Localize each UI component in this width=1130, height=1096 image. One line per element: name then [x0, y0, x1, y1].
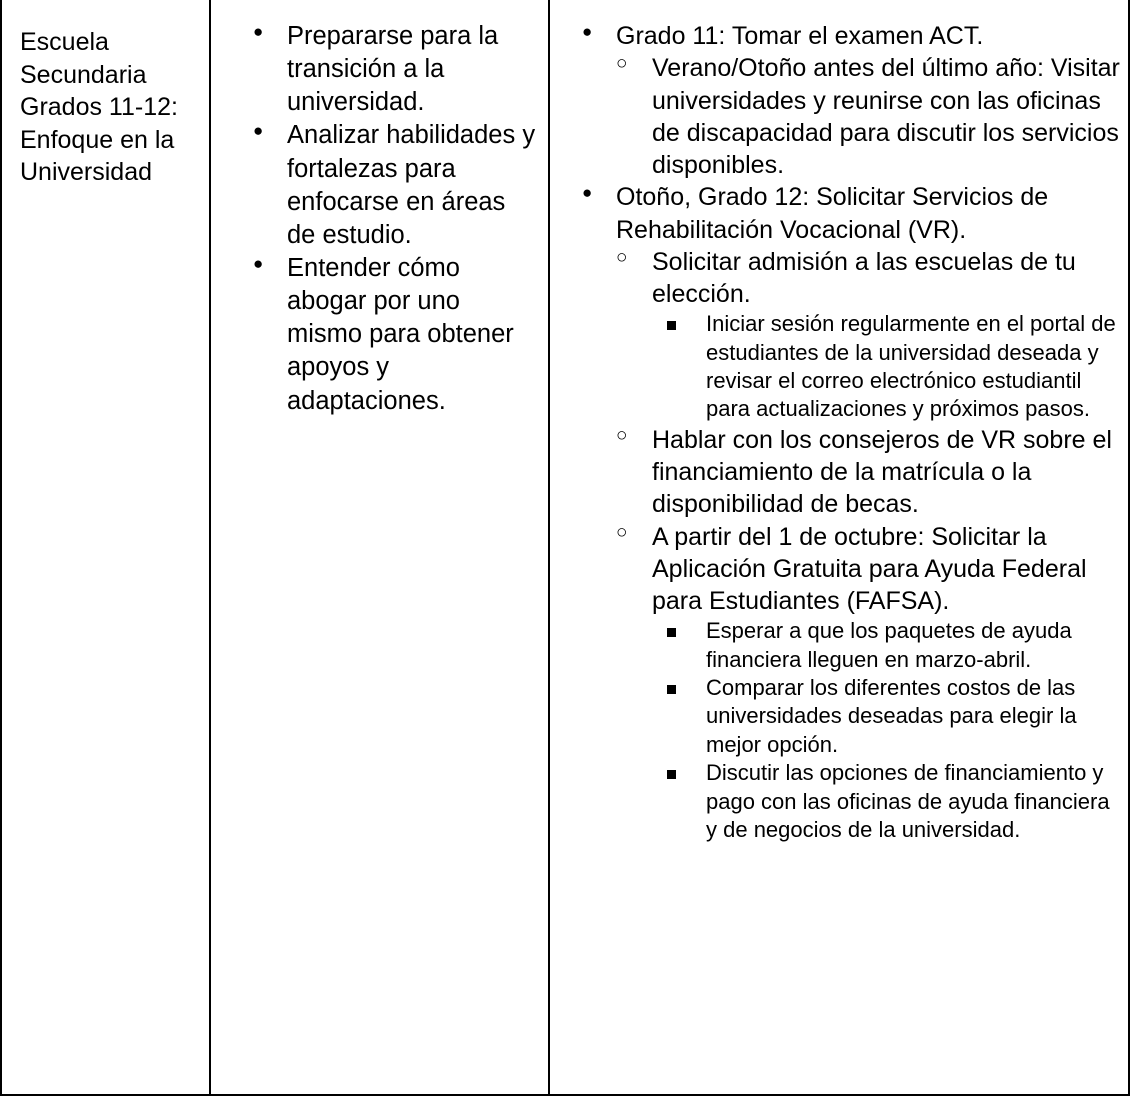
detail-list: [664, 617, 1120, 844]
detail-item: Discutir las opciones de financiamiento y pago con las oficinas de ayuda financiera y de negocios de la universidad.: [664, 759, 1120, 844]
goal-item: ● Prepararse para la transición a la universidad.: [253, 20, 540, 119]
goal-item: ● Entender cómo abogar por uno mismo para obtener apoyos y adaptaciones.: [253, 252, 540, 418]
step-item: [582, 20, 1120, 181]
stage-label: [2, 0, 209, 189]
substep-text: A partir del 1 de octubre: Solicitar la Aplicación Gratuita para Ayuda Federal para Estudiantes (FAFSA).: [652, 522, 1087, 615]
step-text: Otoño, Grado 12: Solicitar Servicios de Rehabilitación Vocacional (VR).: [616, 183, 1049, 244]
step-text: Grado 11: Tomar el examen ACT.: [616, 22, 984, 50]
detail-item: Iniciar sesión regularmente en el portal de estudiantes de la universidad deseada y revisar el correo electrónico estudiantil para actualizaciones y próximos pasos.: [664, 310, 1120, 424]
table-row: [1, 0, 1129, 1095]
stage-label-line: Universidad: [20, 158, 153, 186]
step-item: [582, 181, 1120, 844]
substep-list: [613, 52, 1120, 181]
stage-label-line: Enfoque en la: [20, 125, 175, 154]
stage-cell: [1, 0, 210, 1095]
goal-item: ● Analizar habilidades y fortalezas para enfocarse en áreas de estudio.: [253, 119, 540, 252]
goals-list: [211, 0, 548, 418]
steps-list: [550, 0, 1128, 844]
stage-label-line: Secundaria: [20, 60, 147, 89]
stage-label-line: Escuela: [20, 28, 109, 56]
substep-text: Hablar con los consejeros de VR sobre el financiamiento de la matrícula o la disponibilidad de becas.: [652, 425, 1112, 519]
substep-item: [613, 246, 1120, 424]
substep-item: [613, 521, 1120, 845]
steps-cell: [549, 0, 1129, 1095]
goals-cell: [210, 0, 549, 1095]
substep-item: [613, 52, 1120, 181]
stage-label-line: Grados 11-12:: [20, 93, 178, 121]
substep-list: [613, 246, 1120, 845]
substep-text: Verano/Otoño antes del último año: Visitar universidades y reunirse con las oficinas de discapacidad para discutir los servicios disponibles.: [652, 54, 1120, 179]
detail-list: [664, 310, 1120, 424]
detail-item: Comparar los diferentes costos de las universidades deseadas para elegir la mejor opción.: [664, 674, 1120, 759]
substep-item: [613, 424, 1120, 521]
detail-item: Esperar a que los paquetes de ayuda financiera lleguen en marzo-abril.: [664, 617, 1120, 674]
substep-text: Solicitar admisión a las escuelas de tu elección.: [652, 247, 1076, 308]
